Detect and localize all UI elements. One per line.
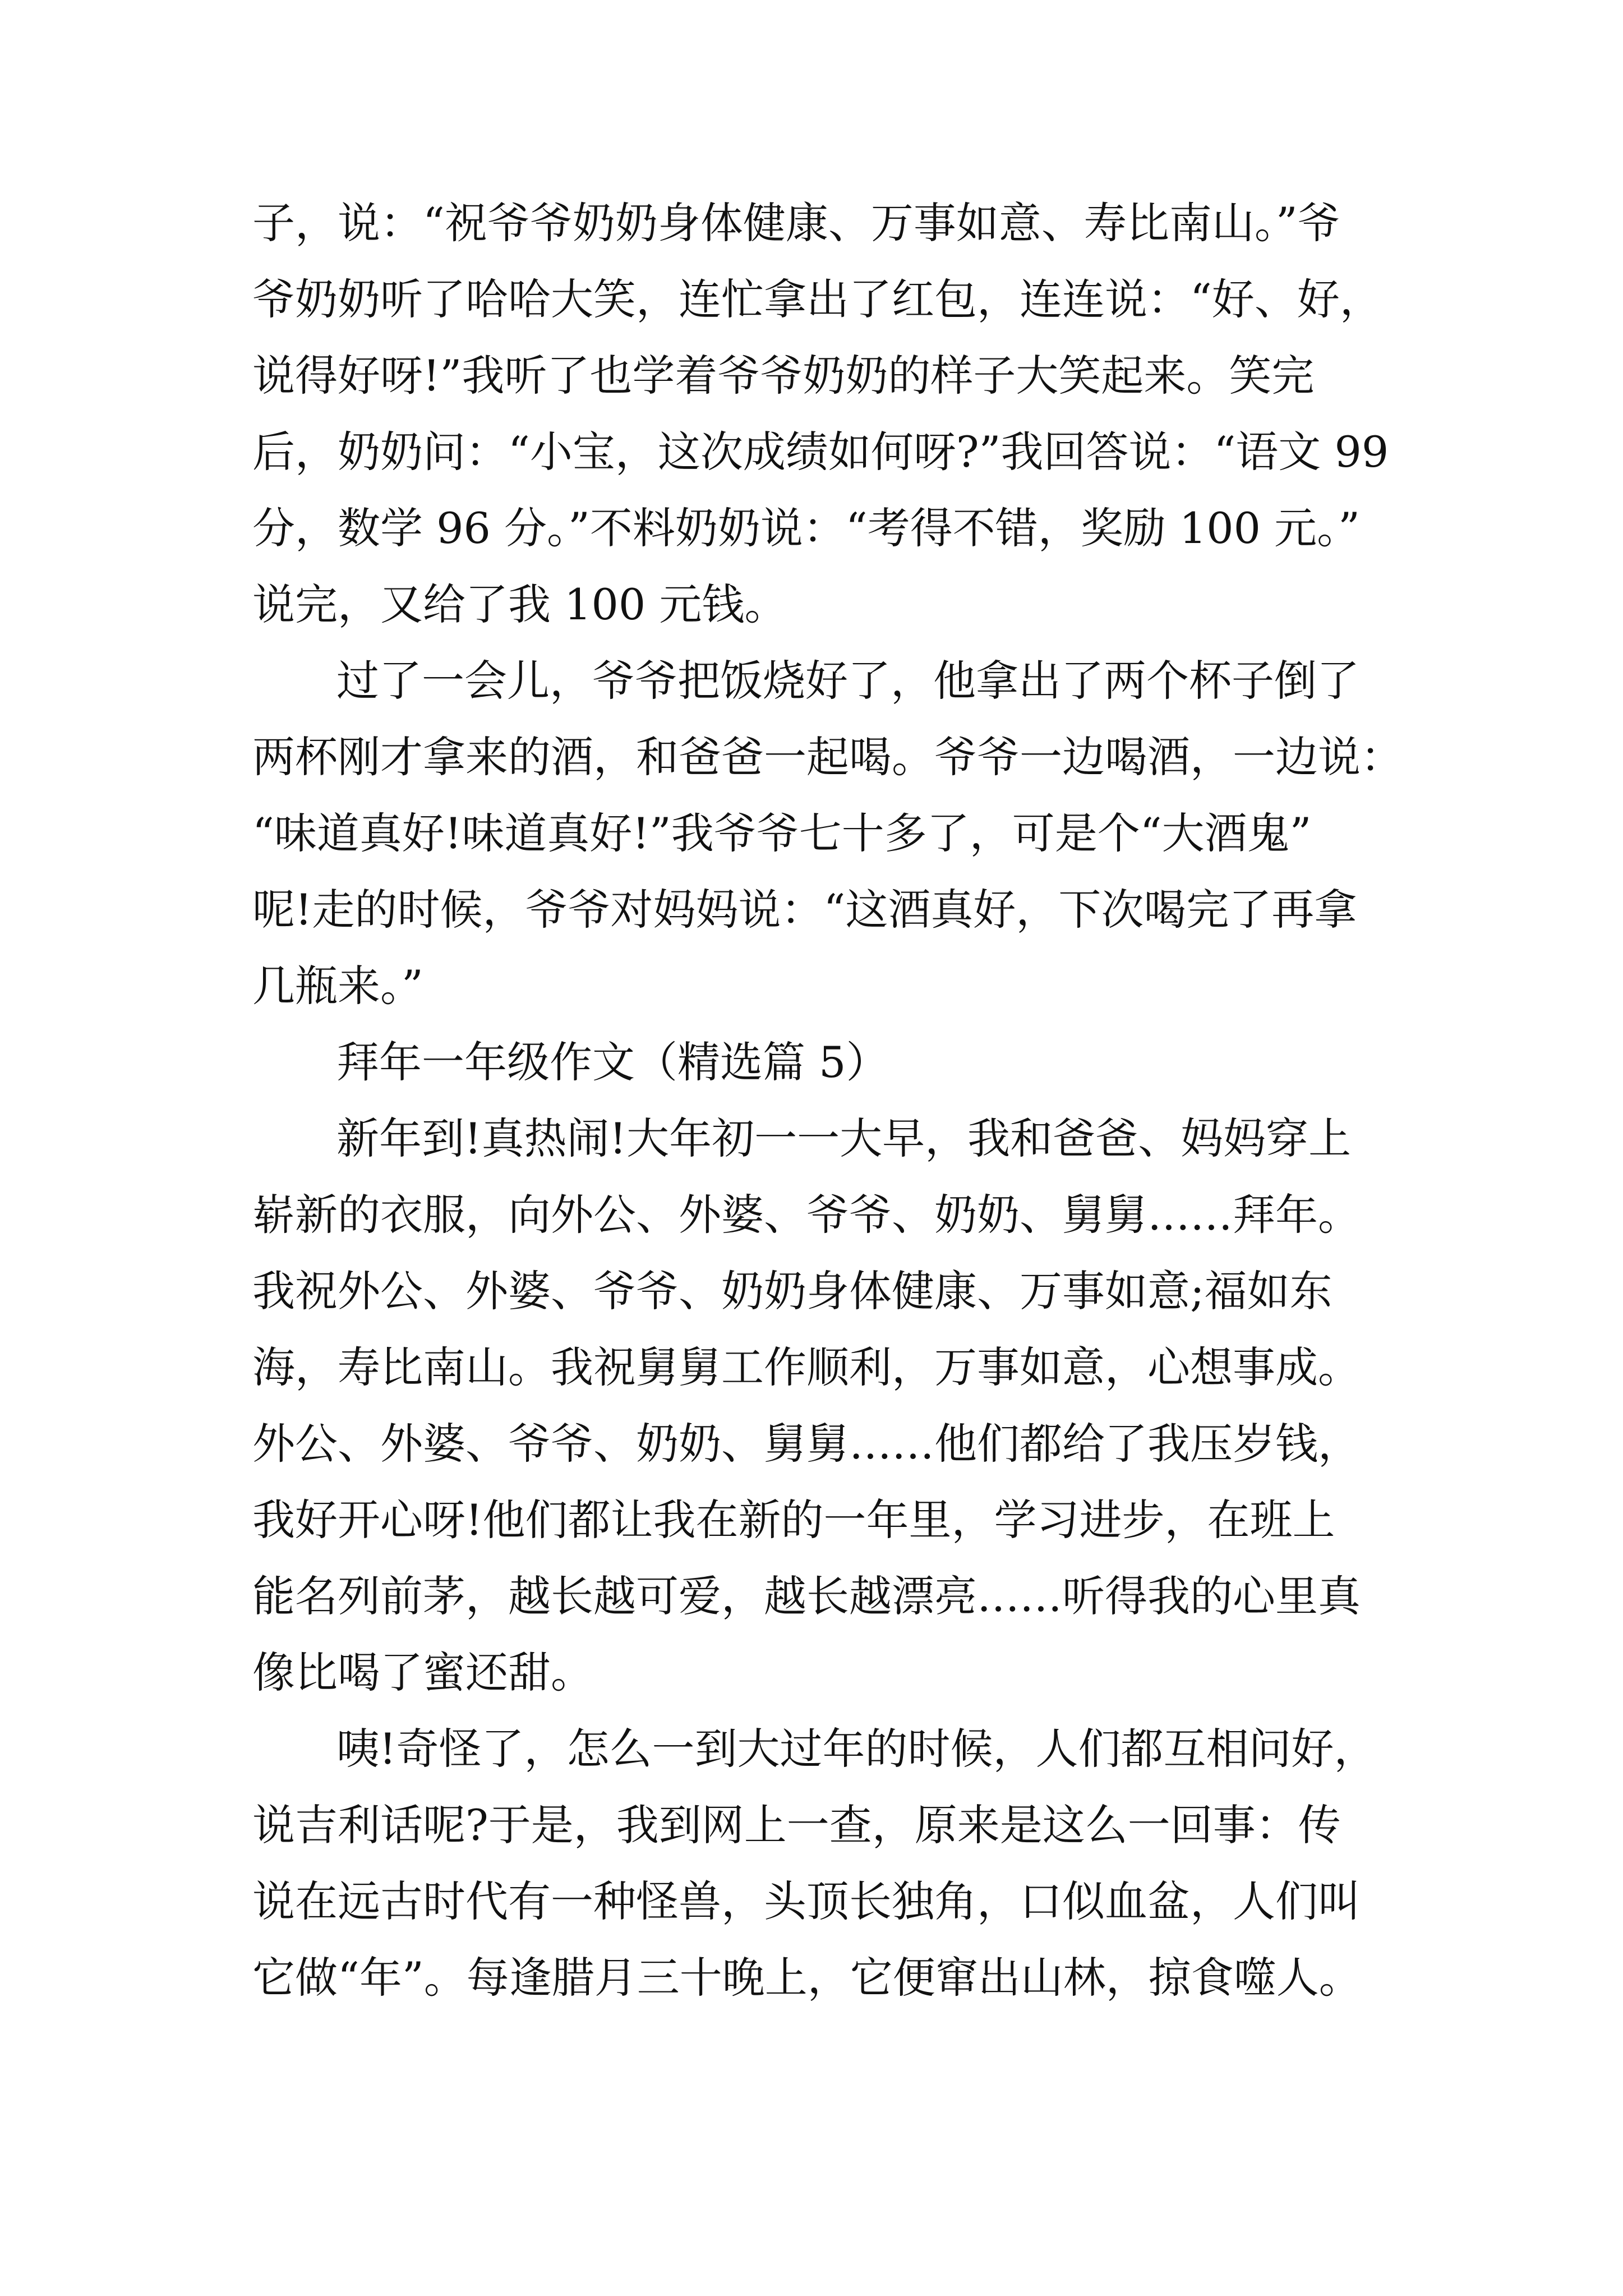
text-line: 像比喝了蜜还甜。: [252, 1648, 593, 1697]
text-line: 说吉利话呢?于是，我到网上一查，原来是这么一回事：传: [252, 1800, 1341, 1850]
paragraph-start-line: 过了一会儿，爷爷把饭烧好了，他拿出了两个杯子倒了: [336, 656, 1359, 706]
paragraph-start-line: 新年到!真热闹!大年初一一大早，我和爸爸、妈妈穿上: [336, 1114, 1352, 1163]
text-line: 我好开心呀!他们都让我在新的一年里，学习进步，在班上: [252, 1495, 1335, 1545]
text-line: 爷奶奶听了哈哈大笑，连忙拿出了红包，连连说：“好、好，: [252, 274, 1382, 324]
text-line: 说完，又给了我 100 元钱。: [252, 579, 787, 629]
text-line: “味道真好!味道真好!”我爷爷七十多了，可是个“大酒鬼”: [252, 808, 1312, 858]
text-line: 子，说：“祝爷爷奶奶身体健康、万事如意、寿比南山。”爷: [252, 198, 1340, 248]
text-line: 后，奶奶问：“小宝，这次成绩如何呀?”我回答说：“语文 99: [252, 427, 1389, 477]
text-line: 几瓶来。”: [252, 961, 423, 1011]
text-line: 分，数学 96 分。”不料奶奶说：“考得不错，奖励 100 元。”: [252, 503, 1360, 553]
section-heading: 拜年一年级作文（精选篇 5）: [336, 1037, 889, 1087]
text-line: 说得好呀!”我听了也学着爷爷奶奶的样子大笑起来。笑完: [252, 351, 1315, 401]
text-line: 能名列前茅，越长越可爱，越长越漂亮……听得我的心里真: [252, 1571, 1361, 1621]
paragraph-start-line: 咦!奇怪了，怎么一到大过年的时候，人们都互相问好，: [336, 1724, 1377, 1774]
text-line: 它做“年”。每逢腊月三十晚上，它便窜出山林，掠食噬人。: [252, 1953, 1362, 2003]
text-line: 我祝外公、外婆、爷爷、奶奶身体健康、万事如意;福如东: [252, 1266, 1332, 1316]
text-line: 呢!走的时候，爷爷对妈妈说：“这酒真好，下次喝完了再拿: [252, 885, 1357, 935]
essay-body: [252, 185, 1419, 2016]
text-line: 两杯刚才拿来的酒，和爸爸一起喝。爷爷一边喝酒，一边说：: [252, 732, 1403, 782]
text-line: 崭新的衣服，向外公、外婆、爷爷、奶奶、舅舅……拜年。: [252, 1190, 1361, 1240]
text-line: 说在远古时代有一种怪兽，头顶长独角，口似血盆，人们叫: [252, 1876, 1361, 1926]
text-line: 海，寿比南山。我祝舅舅工作顺利，万事如意，心想事成。: [252, 1342, 1361, 1392]
text-line: 外公、外婆、爷爷、奶奶、舅舅……他们都给了我压岁钱，: [252, 1419, 1361, 1469]
